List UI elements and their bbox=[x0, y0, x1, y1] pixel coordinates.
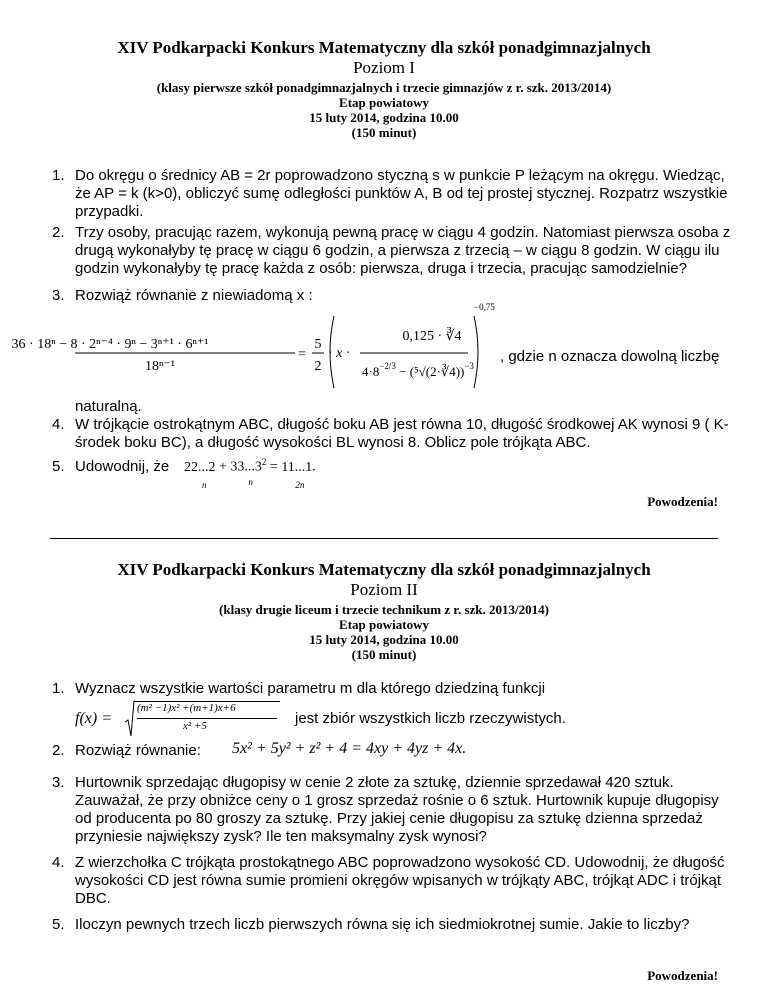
problem-text: W trójkącie ostrokątnym ABC, długość boku AB jest równa 10, długość środkowej AK wynosi 9 ( K- środek boku BC), a długość wysokości BL wynosi 8. Oblicz pole trójkąta ABC. bbox=[75, 416, 729, 451]
level2-classes: (klasy drugie liceum i trzecie technikum z r. szk. 2013/2014) bbox=[219, 602, 549, 617]
eq-main-numerator: 36 · 18ⁿ − 8 · 2ⁿ⁻⁴ · 9ⁿ − 3ⁿ⁺¹ · 6ⁿ⁺¹ bbox=[11, 337, 209, 352]
problem-number: 4. bbox=[52, 854, 65, 871]
problem-number: 3. bbox=[52, 287, 65, 304]
problem-number: 5. bbox=[52, 458, 65, 475]
problem-text: Wyznacz wszystkie wartości parametru m dla którego dziedziną funkcji bbox=[75, 680, 546, 697]
level2-duration: (150 minut) bbox=[351, 647, 417, 662]
level1-good-luck: Powodzenia! bbox=[647, 494, 718, 509]
problem-text: Rozwiąż równanie: bbox=[75, 742, 201, 759]
level2-title: XIV Podkarpacki Konkurs Matematyczny dla szkół ponadgimnazjalnych bbox=[117, 560, 651, 579]
eq-dot-x: · x · bbox=[328, 346, 351, 361]
sqrt-sign bbox=[125, 700, 135, 738]
level2-p2-equation: 5x² + 5y² + z² + 4 = 4xy + 4yz + 4x. bbox=[232, 740, 467, 757]
problem-text: Udowodnij, że bbox=[75, 458, 170, 475]
p5-sub-c: 2n bbox=[295, 479, 305, 490]
problem-3-exponent: −0,75 bbox=[474, 302, 495, 312]
eq-coef-numerator: 5 bbox=[314, 337, 322, 352]
problem-text: Trzy osoby, pracując razem, wykonują pewną pracę w ciągu 4 godzin. Natomiast pierwsza osoba z drugą wykonałyby tę pracę w ciągu 6 godzin, a pierwsza z trzecią – w ciągu 8 godzin. W ciągu ilu godzin wykonałyby tę pracę każda z osób: pierwsza, druga i trzecia, pracując samodzielnie? bbox=[75, 224, 731, 277]
problem-number: 1. bbox=[52, 680, 65, 697]
p5-term-c: 11...1 2n bbox=[281, 459, 313, 490]
p5-term-b: 33...3$^2$ n bbox=[230, 457, 267, 487]
p1-denominator: x² +5 bbox=[183, 720, 207, 732]
p1-fraction-bar bbox=[137, 718, 277, 719]
problem-text: Iloczyn pewnych trzech liczb pierwszych równa się ich siedmiokrotnej sumie. Jakie to liczby? bbox=[75, 916, 690, 933]
problem-3-tail: , gdzie n oznacza dowolną liczbę bbox=[500, 348, 720, 365]
level1-title: XIV Podkarpacki Konkurs Matematyczny dla szkół ponadgimnazjalnych bbox=[117, 38, 651, 57]
p5-term-a: 22...2 n bbox=[184, 459, 216, 490]
p1-f-label: f(x) = bbox=[75, 710, 112, 727]
problem-number: 2. bbox=[52, 742, 65, 759]
problem-text: Z wierzchołka C trójkąta prostokątnego ABC poprowadzono wysokość CD. Udowodnij, że długość wysokości CD jest równa sumie promieni okręgów wpisanych w trójkąty ABC, trójkąt ADC i trójkąt DBC. bbox=[75, 854, 725, 907]
eq-right-paren bbox=[474, 316, 478, 388]
problem-text: Do okręgu o średnicy AB = 2r poprowadzono styczną s w punkcie P leżącym na okręgu. Wiedząc, że AP = k (k>0), obliczyć sumę odległości punktów A, B od tej prostej stycznej. Rozpatrz wszystkie przypadki. bbox=[75, 167, 728, 220]
problem-3-equation bbox=[11, 310, 520, 392]
level2-stage: Etap powiatowy bbox=[339, 617, 429, 632]
problem-number: 2. bbox=[52, 224, 65, 241]
level2-date: 15 luty 2014, godzina 10.00 bbox=[309, 632, 459, 647]
level1-date: 15 luty 2014, godzina 10.00 bbox=[309, 110, 459, 125]
level2-p1-tail: jest zbiór wszystkich liczb rzeczywistych. bbox=[295, 710, 566, 727]
eq-inner-numerator: 0,125 · ∛4 bbox=[402, 329, 462, 344]
problem-number: 5. bbox=[52, 916, 65, 933]
level1-stage: Etap powiatowy bbox=[339, 95, 429, 110]
problem-text: Hurtownik sprzedając długopisy w cenie 2 złote za sztukę, dziennie sprzedawał 420 sztuk. Zauważał, że przy obniżce ceny o 1 grosz sprzedaż rośnie o 6 sztuk. Hurtownik kupuje długopisy od producenta po 80 groszy za sztukę. Przy jakiej cenie długopisu za sztukę dzienna sprzedaż przyniesie największy zysk? Ile ten maksymalny zysk wynosi? bbox=[75, 774, 719, 845]
problem-number: 4. bbox=[52, 416, 65, 433]
eq-coef-denominator: 2 bbox=[314, 359, 322, 374]
problem-3-tail2: naturalną. bbox=[75, 398, 142, 415]
p1-numerator: (m² −1)x² +(m+1)x+6 bbox=[137, 702, 236, 714]
level1-header bbox=[0, 38, 768, 140]
problem-number: 3. bbox=[52, 774, 65, 791]
level2-header bbox=[0, 560, 768, 662]
p5-sub-b: n bbox=[248, 477, 253, 487]
eq-equals: = bbox=[298, 347, 306, 362]
eq-main-denominator: 18ⁿ⁻¹ bbox=[145, 359, 175, 374]
level1-level: Poziom I bbox=[353, 58, 415, 77]
p5-sub-a: n bbox=[202, 479, 207, 490]
level2-good-luck: Powodzenia! bbox=[647, 968, 718, 983]
level1-classes: (klasy pierwsze szkół ponadgimnazjalnych i trzecie gimnazjów z r. szk. 2013/2014) bbox=[156, 80, 612, 95]
problem-text: Rozwiąż równanie z niewiadomą x : bbox=[75, 287, 313, 304]
problem-5-formula: 22...2 n + $33...3^2$ n = 11...1 2n . bbox=[184, 457, 316, 490]
problem-number: 1. bbox=[52, 167, 65, 184]
level2-level: Poziom II bbox=[350, 580, 418, 599]
eq-inner-denominator: $4\cdot 8^{-2/3}$ − (⁵√(2·∛4))$^{-3}$ bbox=[362, 361, 474, 379]
level1-duration: (150 minut) bbox=[351, 125, 417, 140]
section-divider bbox=[50, 538, 718, 539]
